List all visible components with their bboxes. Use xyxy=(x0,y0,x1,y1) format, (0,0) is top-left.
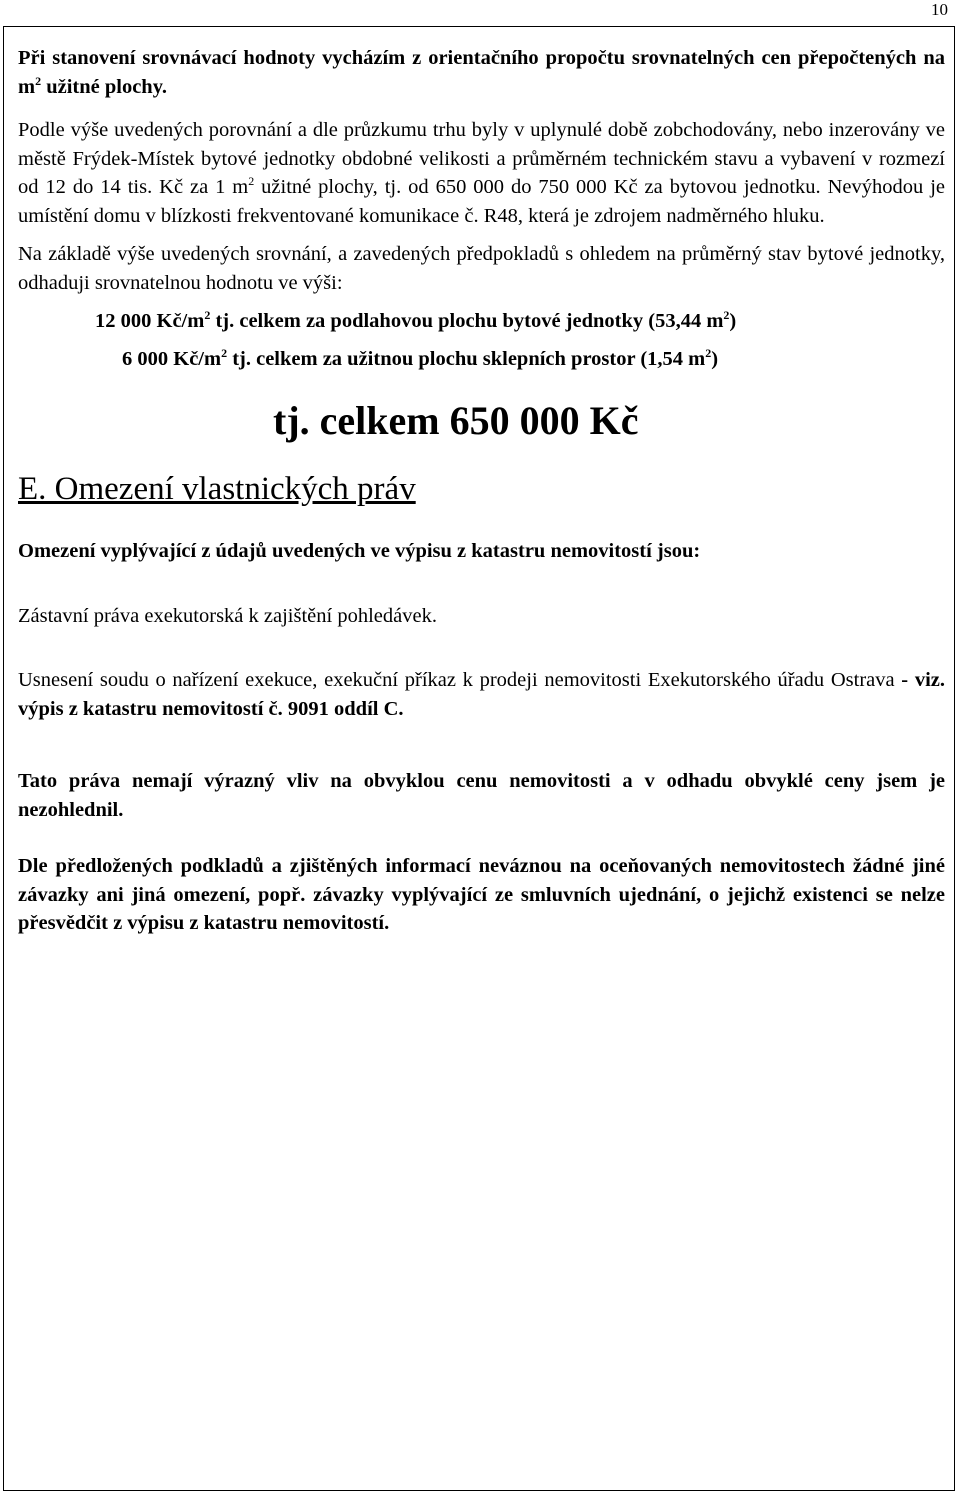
value-text: 12 000 Kč/m xyxy=(95,310,205,332)
valuation-paragraph: Na základě výše uvedených srovnání, a zavedených předpokladů s ohledem na průměrný stav bytové jednotky, odhaduji srovnatelnou hodnotu ve výši: xyxy=(18,243,945,294)
valuation-line-cellar xyxy=(18,345,945,374)
no-impact-paragraph: Tato práva nemají výrazný vliv na obvyklou cenu nemovitosti a v odhadu obvyklé ceny jsem je nezohlednil. xyxy=(18,770,945,821)
value-text: tj. celkem za užitnou plochu sklepních prostor (1,54 m xyxy=(227,347,706,370)
superscript: 2 xyxy=(723,308,730,322)
section-e-title: E. Omezení vlastnických práv xyxy=(18,471,416,507)
other-obligations-paragraph: Dle předložených podkladů a zjištěných informací neváznou na oceňovaných nemovitostech žádné jiné závazky ani jiná omezení, popř. závazky vyplývající ze smluvních ujednání, o jejichž existenci se nelze přesvědčit z výpisu z katastru nemovitostí. xyxy=(18,855,945,934)
intro-text: Při stanovení srovnávací hodnoty vycházím z orientačního propočtu srovnatelných cen přepočtených na m xyxy=(18,47,945,98)
market-text: Podle výše uvedených porovnání a dle průzkumu trhu byly v uplynulé době zobchodovány, nebo inzerovány ve městě Frýdek-Místek bytové jednotky obdobné velikosti a průměrném technickém stavu a vybavení v rozmezí od 12 do 14 tis. Kč za 1 m xyxy=(18,119,945,198)
intro-text-end: užitné plochy. xyxy=(41,75,167,98)
page-number: 10 xyxy=(931,0,948,19)
pledge-paragraph: Zástavní práva exekutorská k zajištění pohledávek. xyxy=(18,604,437,627)
valuation-line-floor xyxy=(18,307,945,336)
intro-paragraph xyxy=(18,44,945,101)
value-text: ) xyxy=(711,347,719,370)
value-text: 6 000 Kč/m xyxy=(122,347,222,370)
superscript: 2 xyxy=(204,308,211,322)
value-text: tj. celkem za podlahovou plochu bytové jednotky (53,44 m xyxy=(210,310,724,332)
superscript: 2 xyxy=(248,174,255,188)
value-text: ) xyxy=(729,310,737,332)
restrictions-heading: Omezení vyplývající z údajů uvedených ve výpisu z katastru nemovitostí jsou: xyxy=(18,540,701,562)
document-body xyxy=(18,44,945,938)
resolution-text: Usnesení soudu o nařízení exekuce, exekuční příkaz k prodeji nemovitosti Exekutorského úřadu Ostrava xyxy=(18,669,895,691)
market-paragraph xyxy=(18,116,945,230)
resolution-paragraph xyxy=(18,666,945,723)
total-value: tj. celkem 650 000 Kč xyxy=(273,398,639,443)
superscript: 2 xyxy=(35,73,42,88)
resolution-reference: - viz. výpis z katastru nemovitostí č. 9091 oddíl C. xyxy=(18,669,945,720)
superscript: 2 xyxy=(221,345,228,360)
market-text-end: užitné plochy, tj. od 650 000 do 750 000 Kč za bytovou jednotku. Nevýhodou je umístění domu v blízkosti frekventované komunikace č. R48, která je zdrojem nadměrného hluku. xyxy=(18,176,945,227)
superscript: 2 xyxy=(705,345,712,360)
